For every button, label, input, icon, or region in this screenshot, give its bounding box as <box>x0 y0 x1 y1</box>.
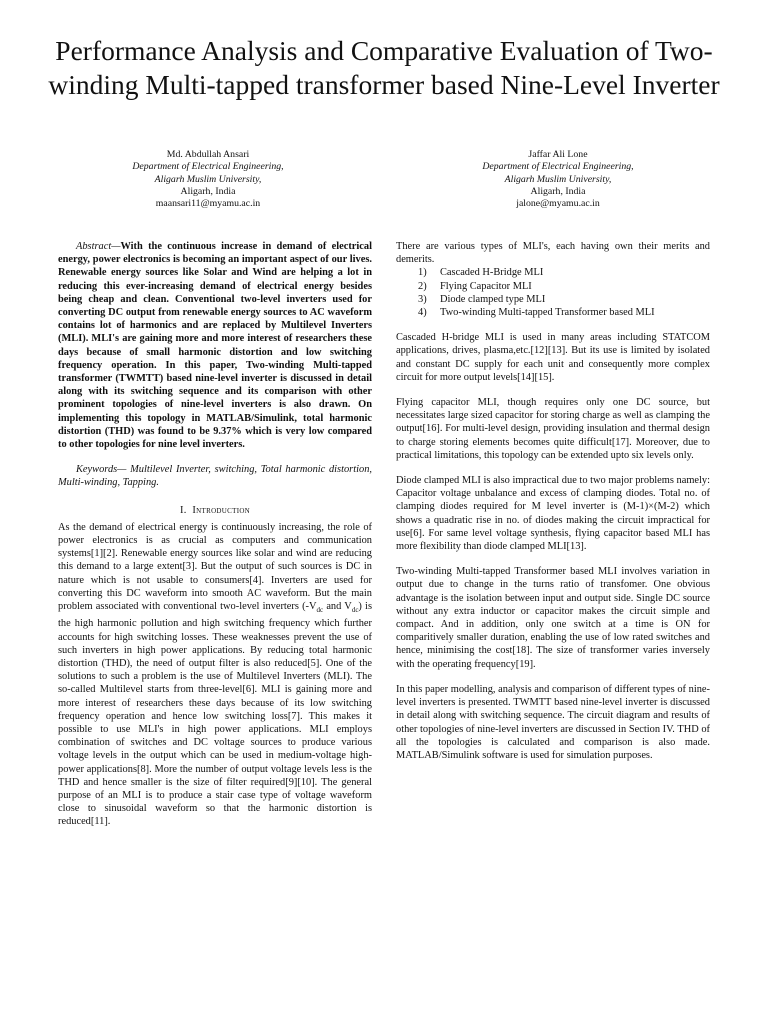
mli-types-intro: There are various types of MLI's, each having own their merits and demerits. <box>396 241 710 266</box>
intro-text-1: As the demand of electrical energy is continuously increasing, the role of power electronics is as crucial as computers and communication systems[1][2]. Renewable energy sources like solar and wind are reducing this demand to a large extent[3]. But the output of such sources is DC in nature which is not usable to consumers[4]. Inverters are used for converting this DC waveform into smooth AC waveform. But the main problem associated with conventional two-level inverters (-V <box>58 521 372 613</box>
author-location: Aligarh, India <box>180 185 236 197</box>
list-label: Two-winding Multi-tapped Transformer based MLI <box>440 307 655 319</box>
left-column <box>58 240 372 829</box>
list-label: Cascaded H-Bridge MLI <box>440 267 544 279</box>
list-item <box>418 266 710 279</box>
subscript-dc: dc <box>351 606 359 615</box>
paragraph-twmtt: Two-winding Multi-tapped Transformer based MLI involves variation in output due to change in the turns ratio of transfomer. One obvious advantage is the isolation between input and output side. Single DC source without any extra inductor or capacitor makes the circuit simple and compact. And in addition, only one switch at a time is ON for comparitively smaller duration, enabling the use of low rated switches and hence, minimising the cost[18]. The size of transformer varies inversely with the operating frequency[19]. <box>396 566 710 670</box>
section-number: I. <box>179 504 187 516</box>
list-item <box>418 293 710 306</box>
author-name: Jaffar Ali Lone <box>528 149 588 160</box>
paragraph-cascaded: Cascaded H-bridge MLI is used in many areas including STATCOM applications, drives, plasma,etc.[12][13]. But its use is limited by isolated and constant DC supply for each unit and consequently more complex circuit for more output levels[14][15]. <box>396 332 710 383</box>
abstract <box>58 240 372 451</box>
intro-text-2: and V <box>323 601 352 613</box>
paragraph-this-paper: In this paper modelling, analysis and comparison of different types of nine-level inverters is presented. TWMTT based nine-level inverter is discussed in detail along with switching sequence. The circuit diagram and results of other topologies of nine-level inverters are discussed in Section IV. THD of all the topologies is calculated and comparison is also made. MATLAB/Simulink software is used for simulation purposes. <box>396 683 710 761</box>
subscript-dc: dc <box>316 606 324 615</box>
author-email: jalone@myamu.ac.in <box>516 198 600 210</box>
author-location: Aligarh, India <box>530 185 586 197</box>
list-number: 3) <box>418 293 427 305</box>
keywords-text: Multilevel Inverter, switching, Total harmonic distortion, Multi-winding, Tapping. <box>58 464 372 489</box>
keywords-lead: Keywords— <box>76 464 127 476</box>
author-university: Aligarh Muslim University, <box>154 173 262 185</box>
author-block-1 <box>78 149 338 210</box>
mli-types-list <box>396 266 710 319</box>
intro-paragraph <box>58 521 372 829</box>
list-label: Diode clamped type MLI <box>440 293 546 305</box>
list-item <box>418 280 710 293</box>
list-number: 2) <box>418 280 427 292</box>
author-university: Aligarh Muslim University, <box>504 173 612 185</box>
keywords <box>58 463 372 489</box>
paragraph-diode-clamped: Diode clamped MLI is also impractical due to two major problems namely: Capacitor voltage unbalance and excess of clamping diodes. Total no. of clamping diodes required for M level inverter is (M-1)×(M-2) which shows a quadratic rise in no. of diodes making the circuit impractical for use[6]. For same level voltage synthesis, flying capacitor based MLI has more flexibility than diode clamped MLI[13]. <box>396 475 710 553</box>
section-title: Introduction <box>192 504 251 516</box>
right-column <box>396 240 710 762</box>
author-block-2 <box>428 149 688 210</box>
author-department: Department of Electrical Engineering, <box>482 161 634 173</box>
paper-title: Performance Analysis and Comparative Evaluation of Two-winding Multi-tapped transformer based Nine-Level Inverter <box>48 35 720 100</box>
abstract-text: With the continuous increase in demand of electrical energy, power electronics is becoming an important aspect of our lives. Renewable energy sources like Solar and Wind are helping a lot in reducing this ever-increasing demand of electrical energy besides being cheap and clean. Conventional two-level inverters used for converting DC output from renewable energy sources to AC waveform contains lot of harmonics and are replaced by Multilevel Inverters (MLI). MLI's are gaining more and more interest of researchers these days because of small harmonic distortion and low switching frequency operation. In this paper, Two-winding Multi-tapped transformer (TWMTT) based nine-level inverter is discussed in detail along with its switching sequence and its comparison with other prominent topologies of nine-level inverters is also drawn. On implementing this topology in MATLAB/Simulink, total harmonic distortion (THD) was found to be 9.37% which is very low compared to other topologies for nine level inverters. <box>58 241 372 451</box>
section-heading-introduction <box>58 504 372 517</box>
list-item <box>418 306 710 319</box>
author-name: Md. Abdullah Ansari <box>166 149 250 160</box>
list-number: 4) <box>418 307 427 319</box>
list-label: Flying Capacitor MLI <box>440 280 532 292</box>
author-email: maansari11@myamu.ac.in <box>155 198 261 210</box>
paragraph-flying-capacitor: Flying capacitor MLI, though requires only one DC source, but necessitates large sized capacitor for storing charge as well as clamping the output[16]. For multi-level design, providing insulation and thermal design to charge storing elements becomes quite difficult[17]. Moreover, due to practical limitations, this topology can be extended upto six levels only. <box>396 397 710 461</box>
list-number: 1) <box>418 267 427 279</box>
abstract-lead: Abstract— <box>76 241 121 252</box>
intro-text-3: ) is the high harmonic pollution and high switching frequency which further accounts for high switching losses. These weaknesses prevent the use of such inverters in high power applications. By reducing total harmonic distortion (THD), the need of output filter is also reduced[5]. One of the solutions to such a problem is the use of Multilevel Inverters (MLI). The so-called Multilevel starts from three-level[6]. MLI is gaining more and more interest of researchers these days because of its low switching frequency operation and hence low switching loss[7]. This makes it possible to use MLI's in high power applications. MLI employs combination of switches and DC voltage sources to produce various voltage levels in the output which can be used in medium-voltage high-power applications[8]. More the number of output voltage levels less is the THD and hence smaller is the size of filter required[9][10]. The general purpose of an MLI is to produce a stair case type of voltage waveform close to sinusoidal waveform so that the harmonic distortion is reduced[11]. <box>58 601 372 828</box>
author-department: Department of Electrical Engineering, <box>132 161 284 173</box>
